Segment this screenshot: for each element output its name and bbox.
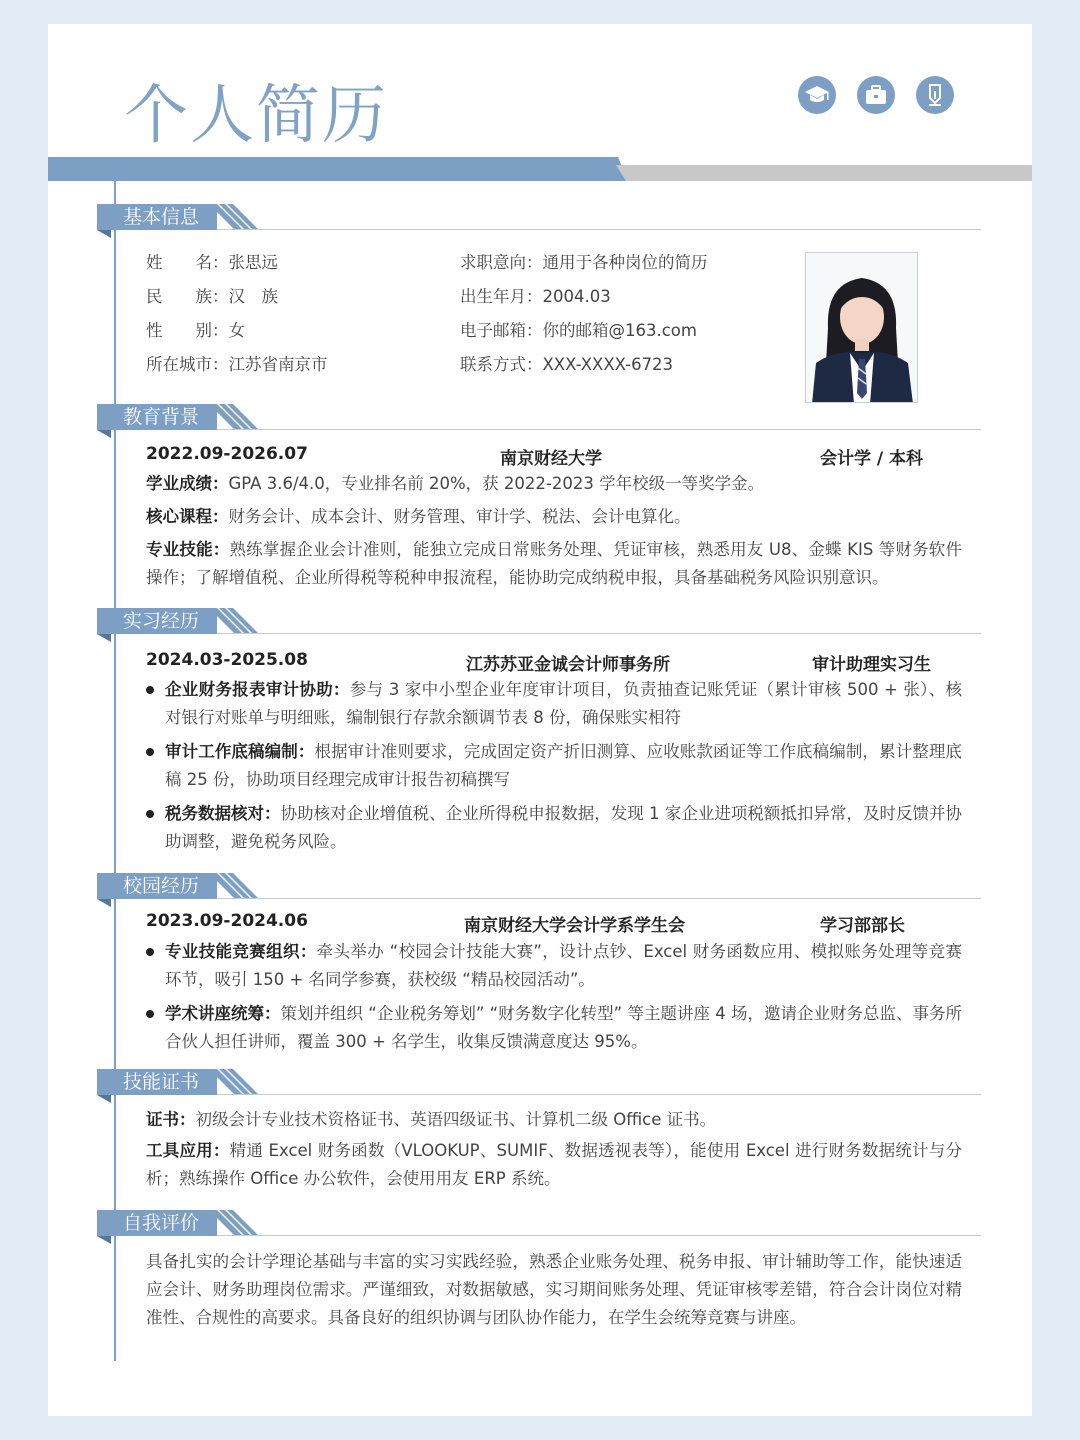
list-item: 税务数据核对：协助核对企业增值税、企业所得税申报数据，发现 1 家企业进项税额抵扣异常，及时反馈并协助调整，避免税务风险。	[146, 800, 962, 856]
gender-row: 性 别：女	[146, 321, 245, 340]
section-title: 校园经历	[97, 873, 217, 899]
bullet-dot	[146, 686, 154, 694]
section-title: 教育背景	[97, 404, 217, 430]
bullet-dot	[146, 748, 154, 756]
section-fold	[97, 230, 111, 238]
section-header-campus	[97, 873, 983, 909]
section-rule	[217, 229, 981, 230]
ethnic-row: 民 族：汉 族	[146, 287, 278, 306]
section-stripes	[209, 1210, 259, 1236]
section-rule	[217, 1094, 981, 1095]
self-evaluation: 具备扎实的会计学理论基础与丰富的实习实践经验，熟悉企业账务处理、税务申报、审计辅助等工作，能快速适应会计、财务助理岗位需求。严谨细致，对数据敏感，实习期间账务处理、凭证审核零差错，符合会计岗位对精准性、合规性的高要求。具备良好的组织协调与团队协作能力，在学生会统筹竞赛与讲座。	[146, 1252, 962, 1327]
internship-date: 2024.03-2025.08	[146, 650, 308, 670]
internship-head	[146, 650, 946, 674]
education-head	[146, 444, 946, 468]
section-rule	[217, 633, 981, 634]
section-title: 自我评价	[97, 1210, 217, 1236]
section-header-self	[97, 1210, 983, 1246]
section-fold	[97, 1236, 111, 1244]
graduation-cap-icon	[798, 76, 836, 114]
section-header-basic	[97, 204, 983, 240]
education-date: 2022.09-2026.07	[146, 444, 308, 464]
section-stripes	[209, 873, 259, 899]
phone-row: 联系方式：XXX-XXXX-6723	[460, 355, 674, 374]
profile-photo	[805, 252, 918, 403]
section-fold	[97, 430, 111, 438]
section-rule	[217, 898, 981, 899]
education-courses: 核心课程：财务会计、成本会计、财务管理、审计学、税法、会计电算化。	[146, 507, 691, 526]
education-major: 会计学 / 本科	[820, 449, 924, 469]
section-fold	[97, 634, 111, 642]
timeline-line	[114, 181, 116, 1361]
list-item: 企业财务报表审计协助：参与 3 家中小型企业年度审计项目，负责抽查记账凭证（累计审核 500 + 张）、核对银行对账单与明细账，编制银行存款余额调节表 8 份，确保账实相符	[146, 676, 962, 732]
section-stripes	[209, 1069, 259, 1095]
campus-head	[146, 911, 946, 935]
birth-row: 出生年月：2004.03	[460, 287, 611, 306]
bullet-dot	[146, 1010, 154, 1018]
campus-date: 2023.09-2024.06	[146, 911, 308, 931]
pen-icon	[916, 76, 954, 114]
section-header-skills	[97, 1069, 983, 1105]
section-stripes	[209, 204, 259, 230]
education-grade: 学业成绩：GPA 3.6/4.0，专业排名前 20%，获 2022-2023 学年校级一等奖学金。	[146, 474, 765, 493]
email-row: 电子邮箱：你的邮箱@163.com	[460, 321, 697, 340]
section-title: 实习经历	[97, 608, 217, 634]
internship-org: 江苏苏亚金诚会计师事务所	[466, 655, 670, 675]
section-fold	[97, 899, 111, 907]
education-school: 南京财经大学	[500, 449, 602, 469]
city-row: 所在城市：江苏省南京市	[146, 355, 328, 374]
education-skills: 专业技能：熟练掌握企业会计准则，能独立完成日常账务处理、凭证审核，熟悉用友 U8、金蝶 KIS 等财务软件操作；了解增值税、企业所得税等税种申报流程，能协助完成纳税申报，具备基础税务风险识别意识。	[146, 540, 962, 587]
intent-row: 求职意向：通用于各种岗位的简历	[460, 253, 708, 272]
section-header-education	[97, 404, 983, 440]
briefcase-icon	[857, 76, 895, 114]
list-item: 学术讲座统筹：策划并组织 “企业税务筹划” “财务数字化转型” 等主题讲座 4 场，邀请企业财务总监、事务所合伙人担任讲师，覆盖 300 + 名学生，收集反馈满意度达 95%。	[146, 1000, 962, 1056]
list-item: 专业技能竞赛组织：牵头举办 “校园会计技能大赛”，设计点钞、Excel 财务函数应用、模拟账务处理等竞赛环节，吸引 150 + 名同学参赛，获校级 “精品校园活动”。	[146, 938, 962, 994]
campus-org: 南京财经大学会计学系学生会	[464, 916, 685, 936]
resume-page	[48, 24, 1032, 1416]
bullet-dot	[146, 948, 154, 956]
section-header-internship	[97, 608, 983, 644]
name-row: 姓 名：张思远	[146, 253, 278, 272]
internship-role: 审计助理实习生	[812, 655, 931, 675]
section-stripes	[209, 404, 259, 430]
campus-role: 学习部部长	[820, 916, 905, 936]
page-title: 个人简历	[124, 79, 388, 153]
skills-cert: 证书：初级会计专业技术资格证书、英语四级证书、计算机二级 Office 证书。	[146, 1110, 717, 1129]
header-icons	[798, 76, 954, 114]
list-item: 审计工作底稿编制：根据审计准则要求，完成固定资产折旧测算、应收账款函证等工作底稿编制，累计整理底稿 25 份，协助项目经理完成审计报告初稿撰写	[146, 738, 962, 794]
section-rule	[217, 429, 981, 430]
section-fold	[97, 1095, 111, 1103]
section-title: 基本信息	[97, 204, 217, 230]
header-band	[48, 157, 1032, 181]
section-title: 技能证书	[97, 1069, 217, 1095]
section-stripes	[209, 608, 259, 634]
bullet-dot	[146, 810, 154, 818]
skills-tools: 工具应用：精通 Excel 财务函数（VLOOKUP、SUMIF、数据透视表等），能使用 Excel 进行财务数据统计与分析；熟练操作 Office 办公软件，会使用用友 ERP 系统。	[146, 1141, 963, 1188]
section-rule	[217, 1235, 981, 1236]
